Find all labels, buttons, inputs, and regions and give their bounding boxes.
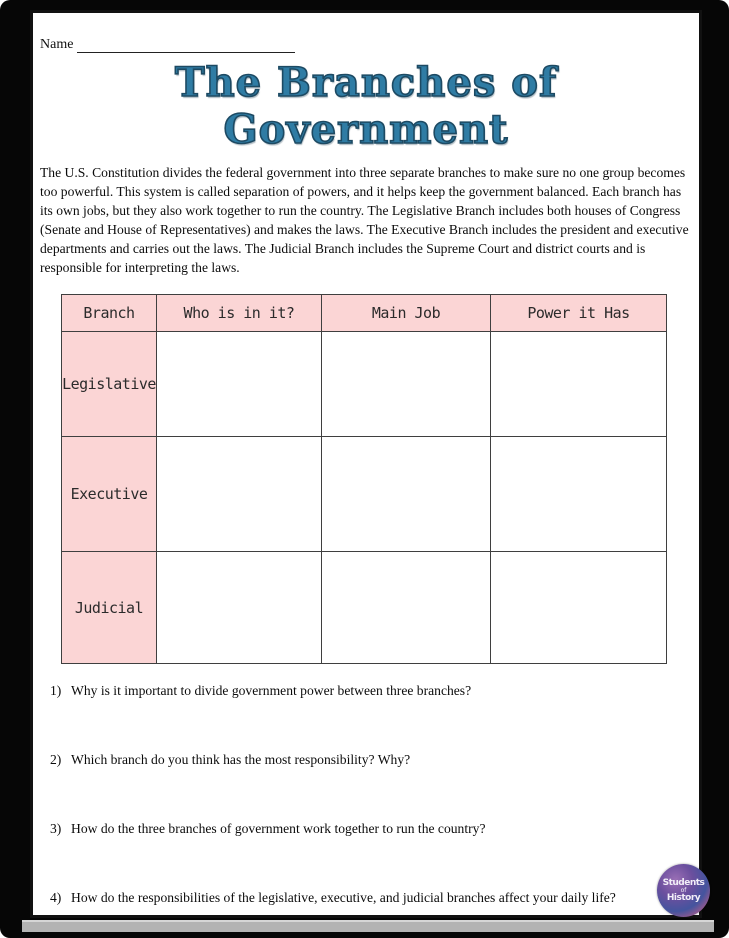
answer-cell[interactable] bbox=[491, 332, 667, 437]
table-row bbox=[62, 437, 667, 552]
answer-cell[interactable] bbox=[157, 552, 322, 664]
window-bottom-edge bbox=[22, 920, 714, 932]
table-row bbox=[62, 552, 667, 664]
answer-cell[interactable] bbox=[157, 332, 322, 437]
logo-text-line2: of bbox=[680, 887, 687, 894]
answer-cell[interactable] bbox=[322, 552, 491, 664]
row-label-legislative: Legislative bbox=[62, 332, 157, 437]
name-row bbox=[40, 37, 699, 53]
row-label-judicial: Judicial bbox=[62, 552, 157, 664]
answer-cell[interactable] bbox=[491, 437, 667, 552]
question-2 bbox=[50, 752, 699, 768]
question-number: 2) bbox=[50, 752, 62, 767]
row-label-executive: Executive bbox=[62, 437, 157, 552]
table-row bbox=[62, 332, 667, 437]
table-header-row bbox=[62, 295, 667, 332]
page-title: The Branches of Government bbox=[174, 59, 558, 153]
questions-section bbox=[33, 683, 699, 906]
name-fill-in-line[interactable] bbox=[77, 39, 295, 53]
logo-text-line1: Students bbox=[662, 878, 705, 888]
branches-table bbox=[61, 294, 667, 664]
header-who-is-in-it: Who is in it? bbox=[157, 295, 322, 332]
header-branch: Branch bbox=[62, 295, 157, 332]
intro-paragraph: The U.S. Constitution divides the federal government into three separate branches to make sure no one group becomes too powerful. This system is called separation of powers, and it helps keep the government balanced. Each branch has its own jobs, but they also work together to run the country. The Legislative Branch includes both houses of Congress (Senate and House of Representatives) and makes the laws. The Executive Branch includes the president and executive departments and carries out the laws. The Judicial Branch includes the Supreme Court and district courts and is responsible for interpreting the laws. bbox=[40, 165, 689, 275]
students-of-history-logo bbox=[657, 864, 710, 917]
question-number: 1) bbox=[50, 683, 62, 698]
question-number: 3) bbox=[50, 821, 62, 836]
logo-text-line3: History bbox=[666, 893, 701, 903]
question-text: Why is it important to divide government power between three branches? bbox=[71, 683, 472, 698]
question-text: How do the three branches of government work together to run the country? bbox=[71, 821, 486, 836]
worksheet-page bbox=[30, 10, 705, 918]
question-4 bbox=[50, 887, 699, 906]
answer-cell[interactable] bbox=[322, 332, 491, 437]
header-power-it-has: Power it Has bbox=[491, 295, 667, 332]
answer-cell[interactable] bbox=[322, 437, 491, 552]
question-3 bbox=[50, 821, 699, 837]
name-label: Name bbox=[40, 37, 74, 52]
question-1 bbox=[50, 683, 699, 699]
answer-cell[interactable] bbox=[491, 552, 667, 664]
answer-cell[interactable] bbox=[157, 437, 322, 552]
question-number: 4) bbox=[50, 890, 62, 905]
question-text: How do the responsibilities of the legislative, executive, and judicial branches affect your daily life? bbox=[71, 890, 616, 905]
header-main-job: Main Job bbox=[322, 295, 491, 332]
question-text: Which branch do you think has the most responsibility? Why? bbox=[71, 752, 411, 767]
